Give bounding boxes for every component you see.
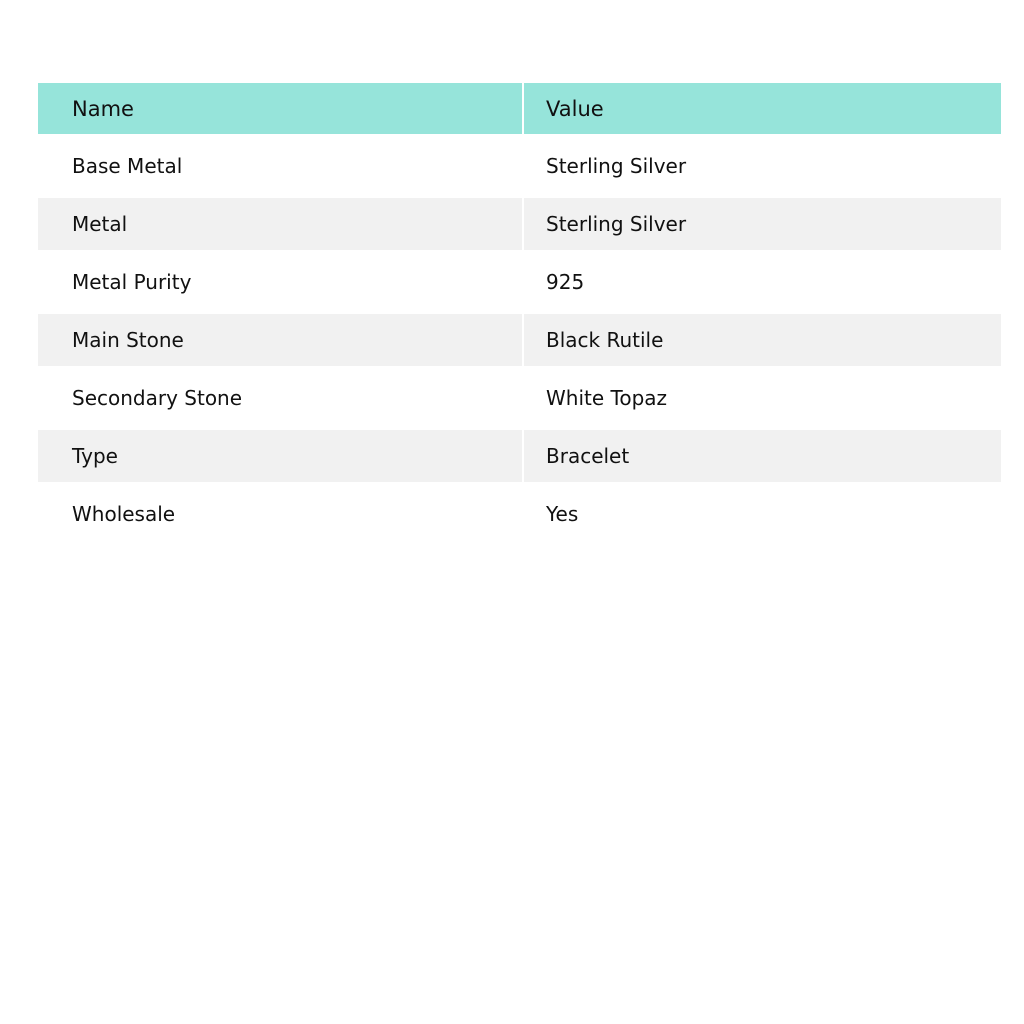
table-row [38, 430, 1001, 482]
row-name-cell: Metal [38, 198, 523, 250]
table-row [38, 198, 1001, 250]
row-name-cell: Base Metal [38, 134, 523, 198]
specifications-table [38, 83, 1001, 546]
table-row [38, 366, 1001, 430]
row-value-cell: Bracelet [523, 430, 1001, 482]
row-name-cell: Main Stone [38, 314, 523, 366]
table-row [38, 482, 1001, 546]
row-value-cell: 925 [523, 250, 1001, 314]
row-value-cell: White Topaz [523, 366, 1001, 430]
table-row [38, 314, 1001, 366]
row-name-cell: Secondary Stone [38, 366, 523, 430]
row-value-cell: Sterling Silver [523, 134, 1001, 198]
table-row [38, 134, 1001, 198]
row-value-cell: Black Rutile [523, 314, 1001, 366]
row-name-cell: Type [38, 430, 523, 482]
column-header-name: Name [38, 83, 523, 134]
row-value-cell: Yes [523, 482, 1001, 546]
table-header-row [38, 83, 1001, 134]
column-header-value: Value [523, 83, 1001, 134]
row-name-cell: Wholesale [38, 482, 523, 546]
table-row [38, 250, 1001, 314]
row-name-cell: Metal Purity [38, 250, 523, 314]
row-value-cell: Sterling Silver [523, 198, 1001, 250]
